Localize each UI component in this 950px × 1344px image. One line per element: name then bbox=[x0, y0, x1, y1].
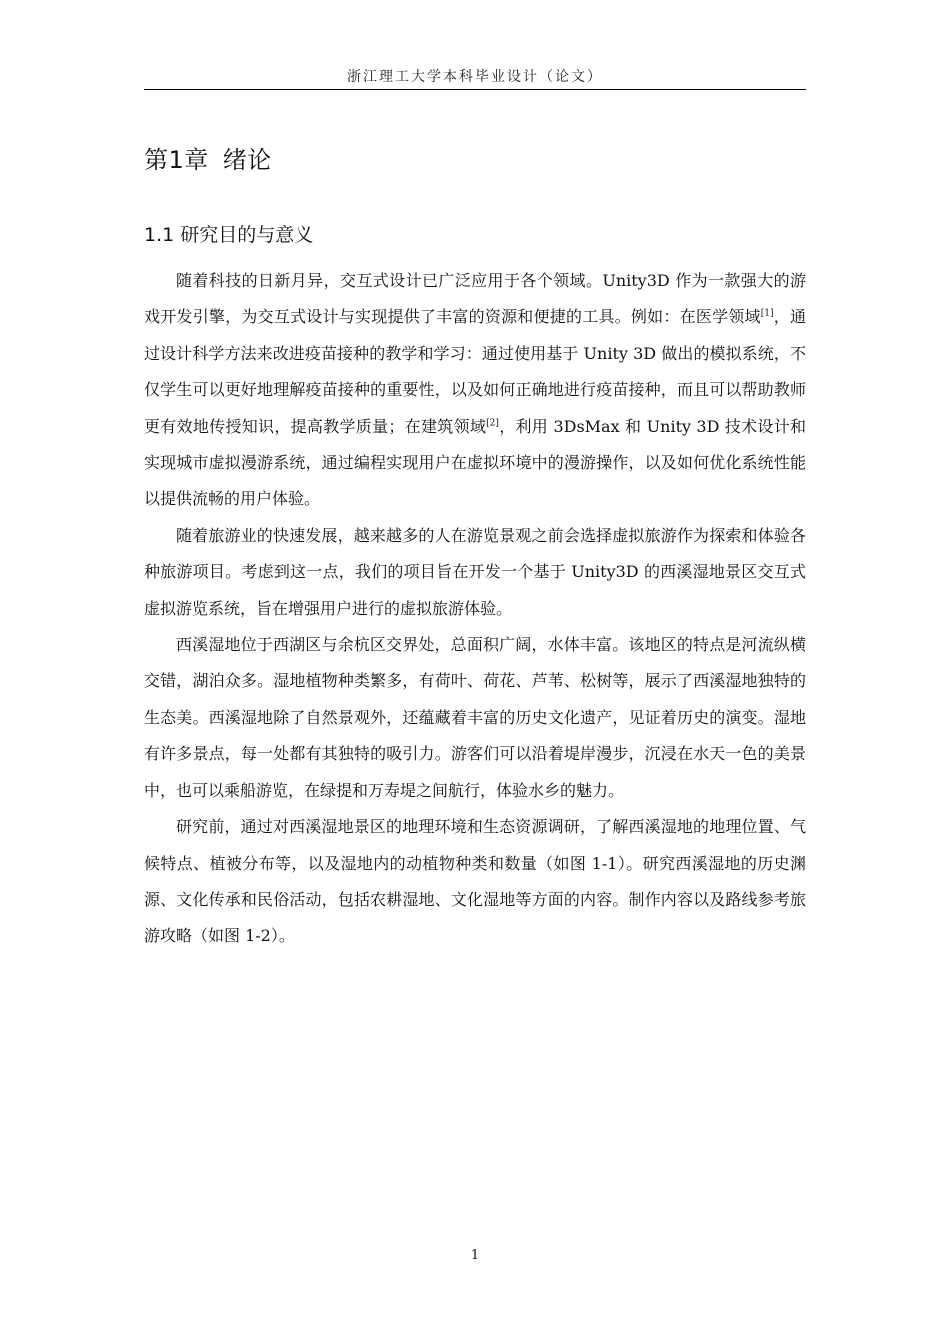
chapter-number: 第1章 bbox=[144, 146, 209, 174]
paragraph bbox=[144, 263, 806, 518]
paragraph: 西溪湿地位于西湖区与余杭区交界处，总面积广阔，水体丰富。该地区的特点是河流纵横交错，湖泊众多。湿地植物种类繁多，有荷叶、荷花、芦苇、松树等，展示了西溪湿地独特的生态美。西溪湿地除了自然景观外，还蕴藏着丰富的历史文化遗产，见证着历史的演变。湿地有许多景点，每一处都有其独特的吸引力。游客们可以沿着堤岸漫步，沉浸在水天一色的美景中，也可以乘船游览，在绿提和万寿堤之间航行，体验水乡的魅力。 bbox=[144, 635, 806, 800]
citation-ref: [2] bbox=[486, 418, 499, 429]
chapter-title: 绪论 bbox=[222, 146, 272, 174]
header-rule bbox=[144, 89, 806, 90]
paragraph-text: ，利用 3DsMax 和 Unity 3D 技术设计和实现城市虚拟漫游系统，通过编程实现用户在虚拟环境中的漫游操作，以及如何优化系统性能以提供流畅的用户体验。 bbox=[144, 416, 806, 509]
section-heading bbox=[144, 220, 313, 247]
paragraph: 随着旅游业的快速发展，越来越多的人在游览景观之前会选择虚拟旅游作为探索和体验各种旅游项目。考虑到这一点，我们的项目旨在开发一个基于 Unity3D 的西溪湿地景区交互式虚拟游览系统，旨在增强用户进行的虚拟旅游体验。 bbox=[144, 525, 806, 618]
paragraph: 研究前，通过对西溪湿地景区的地理环境和生态资源调研，了解西溪湿地的地理位置、气候特点、植被分布等，以及湿地内的动植物种类和数量（如图 1-1）。研究西溪湿地的历史渊源、文化传承和民俗活动，包括农耕湿地、文化湿地等方面的内容。制作内容以及路线参考旅游攻略（如图 1-2）。 bbox=[144, 817, 806, 946]
section-title: 研究目的与意义 bbox=[180, 224, 314, 246]
section-number: 1.1 bbox=[144, 224, 175, 246]
running-header: 浙江理工大学本科毕业设计（论文） bbox=[347, 69, 603, 85]
page-number: 1 bbox=[470, 1248, 480, 1263]
paragraph-text: ，通过设计科学方法来改进疫苗接种的教学和学习：通过使用基于 Unity 3D 做出的模拟系统，不仅学生可以更好地理解疫苗接种的重要性，以及如何正确地进行疫苗接种，而且可以帮助教师更有效地传授知识，提高教学质量；在建筑领域 bbox=[144, 307, 806, 436]
body-text bbox=[144, 263, 806, 955]
paragraph-text: 随着科技的日新月异，交互式设计已广泛应用于各个领域。Unity3D 作为一款强大的游戏开发引擎，为交互式设计与实现提供了丰富的资源和便捷的工具。例如：在医学领域 bbox=[144, 271, 806, 327]
citation-ref: [1] bbox=[760, 309, 774, 320]
chapter-heading bbox=[144, 140, 272, 175]
